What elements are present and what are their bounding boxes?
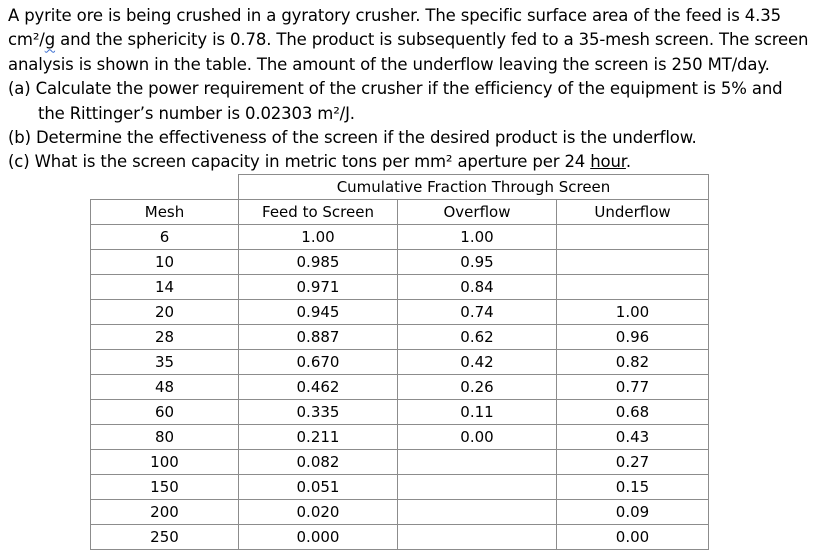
part-c-period: . bbox=[625, 152, 632, 172]
table-row bbox=[91, 250, 709, 275]
table-row bbox=[91, 275, 709, 300]
header-mesh: Mesh bbox=[91, 200, 239, 225]
table-row bbox=[91, 350, 709, 375]
problem-line-1: A pyrite ore is being crushed in a gyratory crusher. The specific surface area of the feed is 4.35 bbox=[8, 6, 781, 25]
mesh-cell: 200 bbox=[91, 500, 239, 525]
table-row bbox=[91, 325, 709, 350]
mesh-cell: 28 bbox=[91, 325, 239, 350]
table-body bbox=[91, 225, 709, 550]
feed-cell: 0.000 bbox=[239, 525, 398, 550]
underflow-cell: 0.43 bbox=[557, 425, 709, 450]
feed-cell: 0.020 bbox=[239, 500, 398, 525]
problem-line-3: analysis is shown in the table. The amount of the underflow leaving the screen is 250 MT/day. bbox=[8, 54, 770, 74]
mesh-cell: 35 bbox=[91, 350, 239, 375]
group-header: Cumulative Fraction Through Screen bbox=[239, 175, 709, 200]
feed-cell: 0.985 bbox=[239, 250, 398, 275]
overflow-cell: 0.26 bbox=[398, 375, 557, 400]
mesh-cell: 60 bbox=[91, 400, 239, 425]
problem-line-2 bbox=[8, 28, 836, 52]
feed-cell: 0.971 bbox=[239, 275, 398, 300]
mesh-cell: 10 bbox=[91, 250, 239, 275]
part-a-question: (a) Calculate the power requirement of the crusher if the efficiency of the equipment is 5% and bbox=[8, 79, 783, 99]
overflow-cell: 0.62 bbox=[398, 325, 557, 350]
part-b-question: (b) Determine the effectiveness of the screen if the desired product is the underflow. bbox=[8, 128, 697, 148]
feed-cell: 0.051 bbox=[239, 475, 398, 500]
part-c-underlined-word: hour bbox=[590, 152, 626, 172]
overflow-cell bbox=[398, 450, 557, 475]
table-row bbox=[91, 525, 709, 550]
table-row bbox=[91, 450, 709, 475]
table-row bbox=[91, 425, 709, 450]
overflow-cell bbox=[398, 475, 557, 500]
overflow-cell: 1.00 bbox=[398, 225, 557, 250]
table-row bbox=[91, 400, 709, 425]
problem-line-2-start: cm²/ bbox=[8, 30, 45, 50]
overflow-cell bbox=[398, 500, 557, 525]
underflow-cell: 0.96 bbox=[557, 325, 709, 350]
mesh-cell: 14 bbox=[91, 275, 239, 300]
underflow-cell: 0.82 bbox=[557, 350, 709, 375]
feed-cell: 0.335 bbox=[239, 400, 398, 425]
part-a-question-cont: the Rittinger’s number is 0.02303 m²/J. bbox=[38, 103, 355, 123]
blank-corner-cell bbox=[91, 175, 239, 200]
feed-cell: 0.670 bbox=[239, 350, 398, 375]
feed-cell: 0.211 bbox=[239, 425, 398, 450]
table-row bbox=[91, 225, 709, 250]
underflow-cell bbox=[557, 225, 709, 250]
table-row bbox=[91, 375, 709, 400]
mesh-cell: 100 bbox=[91, 450, 239, 475]
header-feed: Feed to Screen bbox=[239, 200, 398, 225]
column-header-row bbox=[91, 200, 709, 225]
underflow-cell: 0.09 bbox=[557, 500, 709, 525]
header-underflow: Underflow bbox=[557, 200, 709, 225]
spellcheck-word: g bbox=[44, 30, 56, 50]
feed-cell: 1.00 bbox=[239, 225, 398, 250]
overflow-cell: 0.95 bbox=[398, 250, 557, 275]
mesh-cell: 150 bbox=[91, 475, 239, 500]
problem-line-2-end: and the sphericity is 0.78. The product is subsequently fed to a 35-mesh screen. The screen bbox=[55, 30, 809, 50]
problem-statement bbox=[8, 4, 836, 175]
underflow-cell: 0.77 bbox=[557, 375, 709, 400]
feed-cell: 0.082 bbox=[239, 450, 398, 475]
table-row bbox=[91, 475, 709, 500]
underflow-cell: 0.68 bbox=[557, 400, 709, 425]
feed-cell: 0.945 bbox=[239, 300, 398, 325]
mesh-cell: 20 bbox=[91, 300, 239, 325]
overflow-cell: 0.42 bbox=[398, 350, 557, 375]
feed-cell: 0.462 bbox=[239, 375, 398, 400]
overflow-cell bbox=[398, 525, 557, 550]
underflow-cell: 1.00 bbox=[557, 300, 709, 325]
mesh-cell: 80 bbox=[91, 425, 239, 450]
overflow-cell: 0.11 bbox=[398, 400, 557, 425]
underflow-cell bbox=[557, 250, 709, 275]
mesh-cell: 6 bbox=[91, 225, 239, 250]
underflow-cell: 0.15 bbox=[557, 475, 709, 500]
overflow-cell: 0.00 bbox=[398, 425, 557, 450]
feed-cell: 0.887 bbox=[239, 325, 398, 350]
mesh-cell: 250 bbox=[91, 525, 239, 550]
screen-analysis-table bbox=[90, 174, 709, 550]
underflow-cell: 0.00 bbox=[557, 525, 709, 550]
part-c-text: (c) What is the screen capacity in metric tons per mm² aperture per 24 bbox=[8, 152, 591, 172]
underflow-cell bbox=[557, 275, 709, 300]
table-row bbox=[91, 500, 709, 525]
underflow-cell: 0.27 bbox=[557, 450, 709, 475]
table-row bbox=[91, 300, 709, 325]
mesh-cell: 48 bbox=[91, 375, 239, 400]
part-c-question bbox=[8, 150, 836, 174]
group-header-row bbox=[91, 175, 709, 200]
overflow-cell: 0.84 bbox=[398, 275, 557, 300]
header-overflow: Overflow bbox=[398, 200, 557, 225]
overflow-cell: 0.74 bbox=[398, 300, 557, 325]
